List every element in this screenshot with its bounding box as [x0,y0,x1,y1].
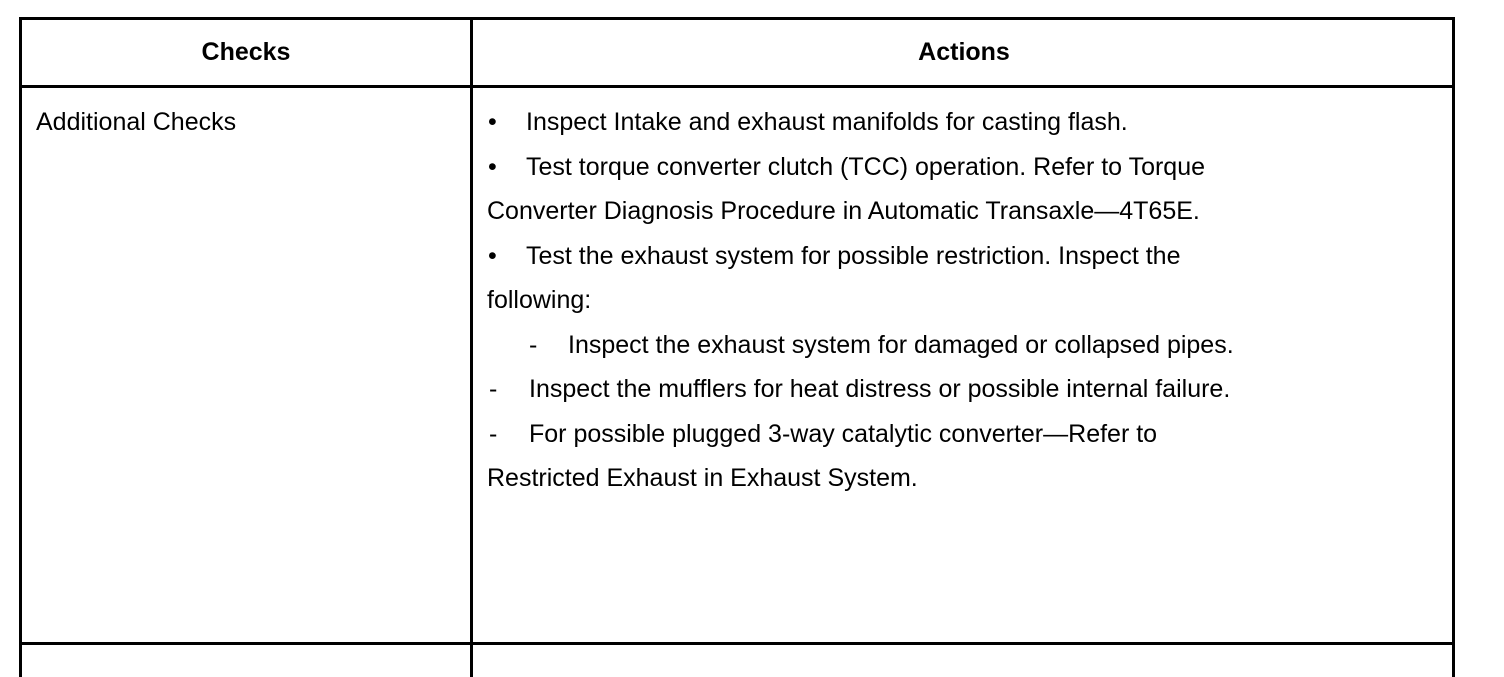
action-item: Inspect Intake and exhaust manifolds for casting flash. [526,108,1128,136]
header-actions: Actions [918,38,1010,66]
bullet-marker: • [488,242,497,270]
action-item-continued: Converter Diagnosis Procedure in Automatic Transaxle—4T65E. [487,197,1200,225]
row-bottom-divider [22,642,1452,645]
action-subitem: Inspect the mufflers for heat distress or possible internal failure. [529,375,1231,403]
dash-marker: - [489,420,498,448]
bullet-marker: • [488,153,497,181]
action-item-continued: following: [487,286,592,314]
dash-marker: - [529,331,538,359]
action-subitem: Inspect the exhaust system for damaged or collapsed pipes. [568,331,1234,359]
column-divider [470,20,473,677]
action-item-continued: Restricted Exhaust in Exhaust System. [487,464,918,492]
bullet-marker: • [488,108,497,136]
check-label: Additional Checks [36,108,237,136]
action-subitem: For possible plugged 3-way catalytic converter—Refer to [529,420,1158,448]
action-item: Test torque converter clutch (TCC) operation. Refer to Torque [526,153,1206,181]
dash-marker: - [489,375,498,403]
header-checks: Checks [201,38,291,66]
header-divider [22,85,1452,88]
action-item: Test the exhaust system for possible restriction. Inspect the [526,242,1181,270]
